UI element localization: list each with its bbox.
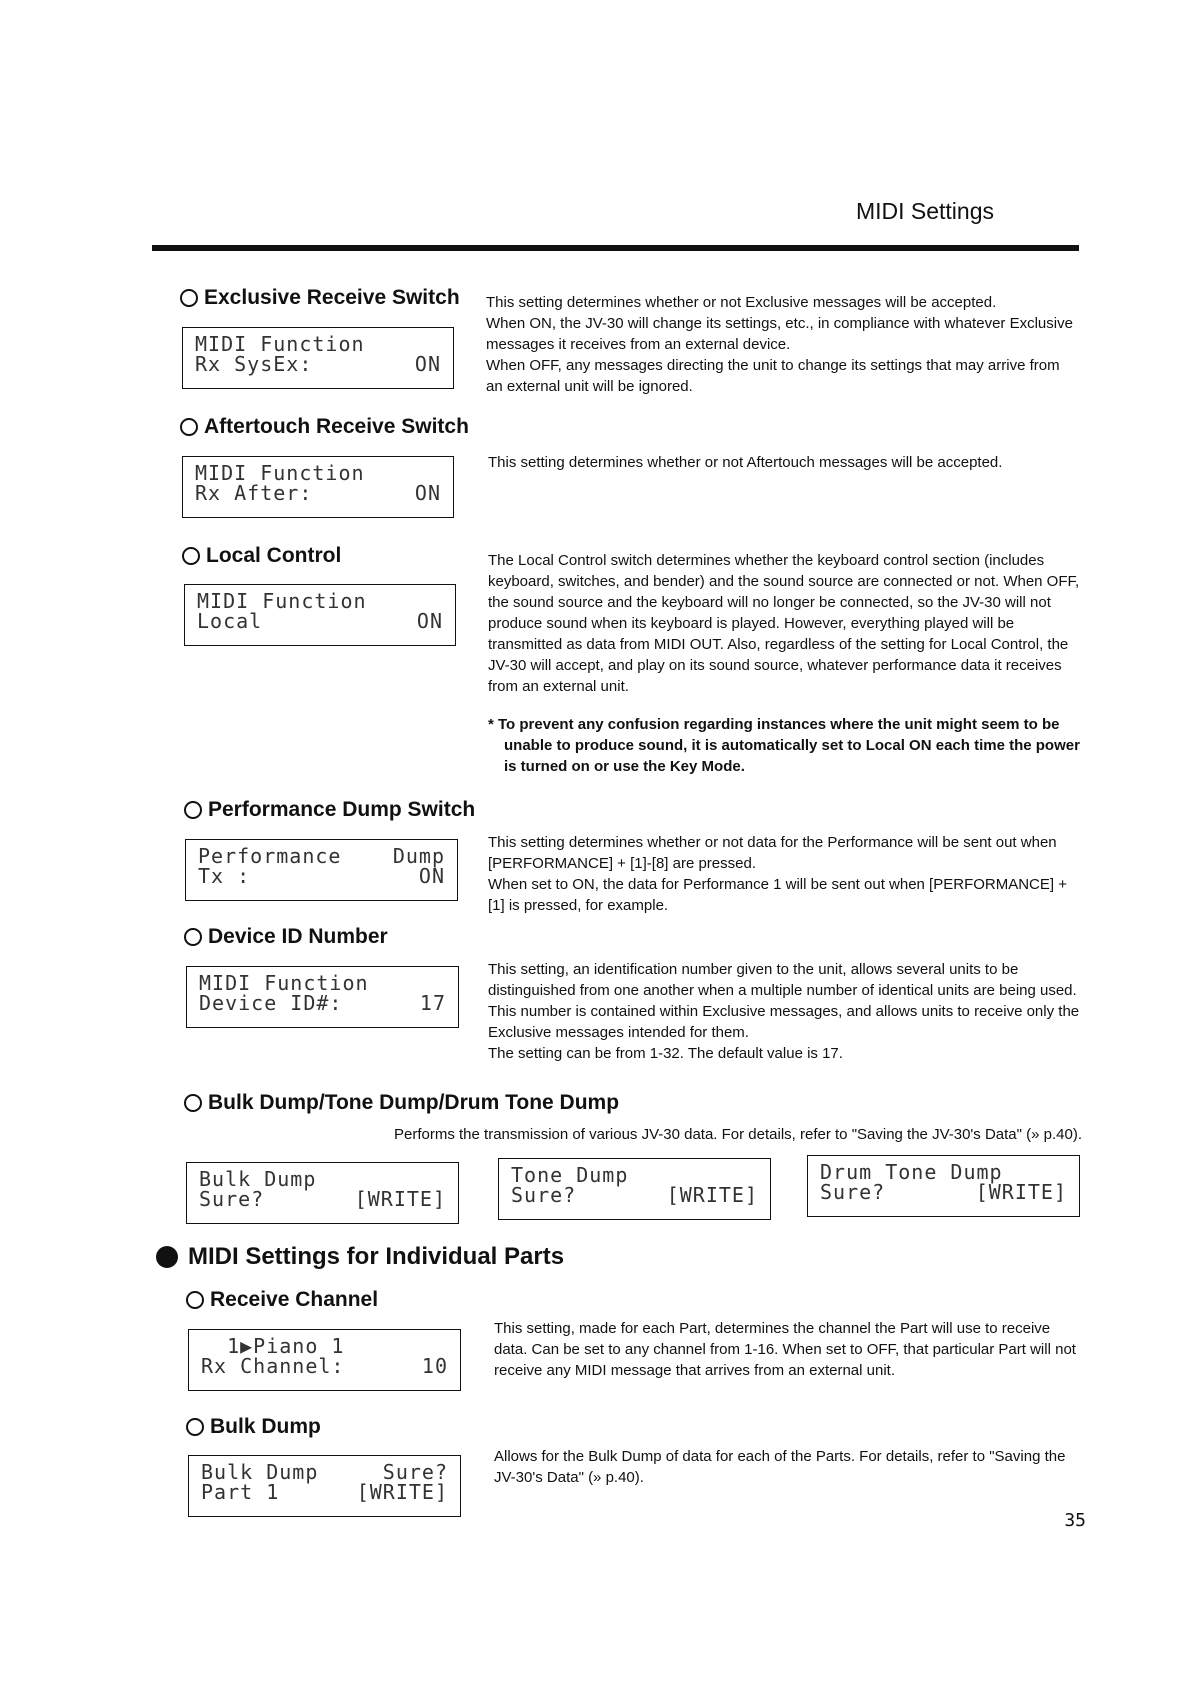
lcd-line2-right: ON	[416, 609, 443, 633]
exclusive-lcd	[182, 327, 454, 389]
circle-bullet-icon	[182, 547, 200, 565]
perfdump-lcd	[185, 839, 458, 901]
perfdump-heading	[184, 798, 475, 822]
lcd-line2-left: Sure?	[511, 1183, 577, 1207]
lcd-line2-left: Local	[197, 609, 263, 633]
drum-tone-dump-lcd	[807, 1155, 1080, 1217]
local-lcd	[184, 584, 456, 646]
aftertouch-heading-text: Aftertouch Receive Switch	[204, 415, 469, 438]
bulkdump-lcd	[188, 1455, 461, 1517]
desc-paragraph: This setting determines whether or not data for the Performance will be sent out when [PERFORMANCE] + [1]-[8] are pressed.	[488, 834, 1057, 872]
lcd-line1-left: Bulk Dump	[201, 1460, 319, 1484]
circle-bullet-icon	[180, 418, 198, 436]
parts-main-heading	[156, 1243, 564, 1271]
bulk-dump-lcd	[186, 1162, 459, 1224]
lcd-line1-right: Dump	[392, 844, 445, 868]
lcd-line2-left: Rx After:	[195, 481, 313, 505]
desc-paragraph: This setting determines whether or not Exclusive messages will be accepted.	[486, 294, 997, 311]
lcd-line1-right: Sure?	[382, 1460, 448, 1484]
bulkdump-heading	[186, 1415, 321, 1439]
lcd-line2-left: Sure?	[820, 1180, 886, 1204]
circle-bullet-icon	[186, 1418, 204, 1436]
bulk-heading-text: Bulk Dump/Tone Dump/Drum Tone Dump	[208, 1091, 620, 1114]
lcd-line1-left: 1▶Piano 1	[201, 1334, 345, 1358]
lcd-line2-right: [WRITE]	[356, 1480, 448, 1504]
lcd-line1-left: Bulk Dump	[199, 1167, 317, 1191]
bulkdump-description	[494, 1446, 1086, 1488]
lcd-line1-left: MIDI Function	[195, 332, 365, 356]
bulk-heading	[184, 1091, 619, 1115]
local-heading-text: Local Control	[206, 544, 342, 567]
lcd-line2-right: [WRITE]	[354, 1187, 446, 1211]
filled-circle-bullet-icon	[156, 1246, 178, 1268]
lcd-line2-left: Device ID#:	[199, 991, 343, 1015]
lcd-line1-left: Drum Tone Dump	[820, 1160, 1003, 1184]
page-header-title: MIDI Settings	[855, 198, 994, 224]
lcd-line2-right: ON	[418, 864, 445, 888]
deviceid-heading-text: Device ID Number	[208, 925, 388, 948]
desc-paragraph: When OFF, any messages directing the unit to change its settings that may arrive from an external unit will be ignored.	[486, 357, 1060, 395]
exclusive-description	[486, 292, 1080, 397]
lcd-line1-left: MIDI Function	[195, 461, 365, 485]
aftertouch-description	[488, 452, 1080, 473]
lcd-line2-left: Rx Channel:	[201, 1354, 345, 1378]
lcd-line2-right: [WRITE]	[666, 1183, 758, 1207]
lcd-line1-left: MIDI Function	[197, 589, 367, 613]
receive-description	[494, 1318, 1086, 1381]
desc-paragraph: This setting determines whether or not Aftertouch messages will be accepted.	[488, 454, 1003, 471]
bulkdump-heading-text: Bulk Dump	[210, 1415, 321, 1438]
desc-paragraph: This setting, made for each Part, determines the channel the Part will use to receive data. Can be set to any channel from 1-16. When set to OFF, that particular Part will not receive any MIDI message that arrives from an external unit.	[494, 1320, 1076, 1379]
perfdump-description	[488, 832, 1080, 916]
local-heading	[182, 544, 341, 568]
receive-lcd	[188, 1329, 461, 1391]
circle-bullet-icon	[184, 928, 202, 946]
desc-paragraph: Allows for the Bulk Dump of data for each of the Parts. For details, refer to "Saving the JV-30's Data" (» p.40).	[494, 1448, 1066, 1486]
aftertouch-lcd	[182, 456, 454, 518]
lcd-line2-right: [WRITE]	[975, 1180, 1067, 1204]
lcd-line1-left: MIDI Function	[199, 971, 369, 995]
lcd-line2-right: ON	[414, 481, 441, 505]
lcd-line1-left: Performance	[198, 844, 342, 868]
desc-paragraph: This setting, an identification number given to the unit, allows several units to be distinguished from one another when a multiple number of identical units are being used. This number is contained within Exclusive messages, and allows units to receive only the Exclusive messages intended for them.	[488, 961, 1080, 1041]
receive-heading-text: Receive Channel	[210, 1288, 379, 1311]
receive-heading	[186, 1288, 378, 1312]
lcd-line2-right: 17	[419, 991, 446, 1015]
aftertouch-heading	[180, 415, 469, 439]
deviceid-heading	[184, 925, 388, 949]
lcd-line2-left: Rx SysEx:	[195, 352, 313, 376]
circle-bullet-icon	[184, 1094, 202, 1112]
circle-bullet-icon	[184, 801, 202, 819]
local-description	[488, 550, 1080, 697]
exclusive-heading	[180, 286, 460, 310]
lcd-line2-left: Part 1	[201, 1480, 280, 1504]
lcd-line2-left: Sure?	[199, 1187, 265, 1211]
local-note: * To prevent any confusion regarding instances where the unit might seem to be unable to produce sound, it is automatically set to Local ON each time the power is turned on or use the Key Mode.	[488, 716, 1080, 775]
lcd-line2-left: Tx :	[198, 864, 251, 888]
desc-paragraph: When ON, the JV-30 will change its settings, etc., in compliance with whatever Exclusive messages it receives from an external device.	[486, 315, 1073, 353]
parts-main-heading-text: MIDI Settings for Individual Parts	[188, 1243, 565, 1270]
header-rule	[152, 245, 1079, 251]
deviceid-description	[488, 959, 1080, 1064]
lcd-line2-right: ON	[414, 352, 441, 376]
circle-bullet-icon	[180, 289, 198, 307]
circle-bullet-icon	[186, 1291, 204, 1309]
tone-dump-lcd	[498, 1158, 771, 1220]
bulk-description: Performs the transmission of various JV-30 data. For details, refer to "Saving the JV-30's Data" (» p.40).	[394, 1126, 1082, 1143]
exclusive-heading-text: Exclusive Receive Switch	[204, 286, 460, 309]
lcd-line1-left: Tone Dump	[511, 1163, 629, 1187]
desc-paragraph: The Local Control switch determines whether the keyboard control section (includes keyboard, switches, and bender) and the sound source are connected or not. When OFF, the sound source and the keyboard will no longer be connected, so the JV-30 will not produce sound when its keyboard is played. However, everything played will be transmitted as data from MIDI OUT. Also, regardless of the setting for Local Control, the JV-30 will accept, and play on its sound source, whatever performance data it receives from an external unit.	[488, 552, 1080, 695]
deviceid-lcd	[186, 966, 459, 1028]
desc-paragraph: The setting can be from 1-32. The default value is 17.	[488, 1045, 843, 1062]
lcd-line2-right: 10	[421, 1354, 448, 1378]
page-number: 35	[1064, 1510, 1086, 1531]
desc-paragraph: When set to ON, the data for Performance 1 will be sent out when [PERFORMANCE] + [1] is pressed, for example.	[488, 876, 1067, 914]
perfdump-heading-text: Performance Dump Switch	[208, 798, 476, 821]
